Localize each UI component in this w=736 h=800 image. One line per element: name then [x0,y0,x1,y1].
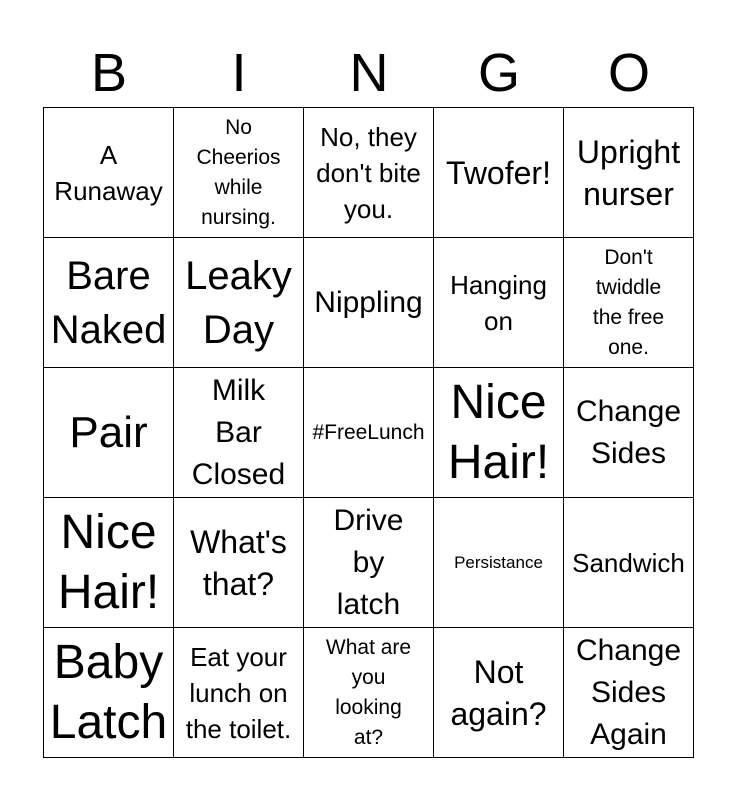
cell-text: Persistance [454,553,543,572]
bingo-cell[interactable] [174,108,304,238]
bingo-cell[interactable] [174,498,304,628]
cell-text: Not again? [450,653,547,732]
bingo-cell[interactable] [564,368,694,498]
bingo-cell[interactable] [564,628,694,758]
bingo-cell[interactable] [564,498,694,628]
bingo-cell[interactable] [564,108,694,238]
bingo-cell[interactable] [434,498,564,628]
cell-text: Nippling [314,285,423,319]
cell-text: Change Sides [575,394,682,470]
bingo-cell[interactable] [174,368,304,498]
cell-text: Change Sides Again [575,633,682,751]
bingo-cell[interactable] [304,108,434,238]
bingo-cell[interactable] [44,498,174,628]
cell-text: Don't twiddle the free one. [592,245,665,359]
cell-text: Leaky Day [185,253,292,352]
bingo-cell[interactable] [434,628,564,758]
bingo-cell[interactable] [304,238,434,368]
cell-text: #FreeLunch [312,420,425,444]
cell-text: Milk Bar Closed [191,373,286,491]
header-letter-o: O [607,43,650,103]
bingo-cell[interactable] [304,498,434,628]
bingo-cell[interactable] [564,238,694,368]
header-letter-g: G [477,43,520,103]
cell-text: A Runaway [54,139,163,206]
cell-text: Eat your lunch on the toilet. [185,641,292,744]
bingo-cell[interactable] [44,238,174,368]
cell-text: No, they don't bite you. [316,121,421,224]
bingo-cell[interactable] [44,628,174,758]
cell-text: Twofer! [446,154,551,191]
bingo-cell[interactable] [434,368,564,498]
bingo-cell[interactable] [304,628,434,758]
bingo-cell[interactable] [44,368,174,498]
header-letter-n: N [349,43,389,103]
bingo-cell[interactable] [174,238,304,368]
header-letter-i: I [231,43,247,103]
cell-text: Baby Latch [49,635,168,749]
cell-text: What's that? [190,523,287,602]
bingo-cell[interactable] [304,368,434,498]
bingo-cell[interactable] [174,628,304,758]
bingo-header [44,40,694,106]
header-letter-b: B [90,43,128,103]
cell-text: Sandwich [572,547,685,578]
cell-text: Drive by latch [333,503,404,621]
cell-text: Upright nurser [576,133,681,212]
bingo-cell[interactable] [44,108,174,238]
cell-text: Bare Naked [50,253,167,352]
bingo-cell[interactable] [434,108,564,238]
cell-text: Pair [69,407,148,457]
cell-text: What are you looking at? [325,635,412,749]
cell-text: No Cheerios while nursing. [196,115,281,229]
cell-text: Hanging on [450,269,547,336]
bingo-board [43,107,694,758]
bingo-cell[interactable] [434,238,564,368]
cell-text: Nice Hair! [57,505,160,619]
cell-text: Nice Hair! [447,375,550,489]
